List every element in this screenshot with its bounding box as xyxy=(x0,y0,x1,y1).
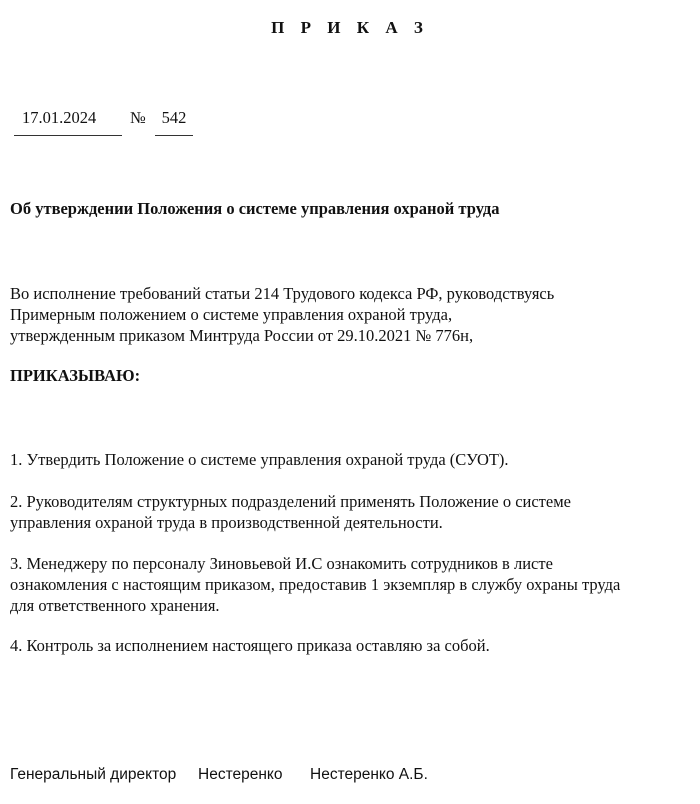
document-subject: Об утверждении Положения о системе управления охраной труда xyxy=(10,199,500,218)
order-item-2 xyxy=(10,491,695,533)
document-title: П Р И К А З xyxy=(271,18,429,37)
intro-paragraph xyxy=(10,283,690,346)
item-line: для ответственного хранения. xyxy=(10,596,220,615)
item-line: 3. Менеджеру по персоналу Зиновьевой И.С ознакомить сотрудников в листе xyxy=(10,554,553,573)
intro-line: Примерным положением о системе управления охраной труда, xyxy=(10,305,453,324)
signer-signature: Нестеренко xyxy=(198,766,283,783)
number-sign: № xyxy=(130,108,146,127)
intro-line: Во исполнение требований статьи 214 Трудового кодекса РФ, руководствуясь xyxy=(10,284,555,303)
order-item-4 xyxy=(10,635,695,656)
intro-line: утвержденным приказом Минтруда России от 29.10.2021 № 776н, xyxy=(10,326,474,345)
signer-full-name: Нестеренко А.Б. xyxy=(310,766,428,783)
order-item-1 xyxy=(10,449,695,470)
order-item-3 xyxy=(10,553,695,616)
item-line: 4. Контроль за исполнением настоящего приказа оставляю за собой. xyxy=(10,636,490,655)
item-line: 1. Утвердить Положение о системе управления охраной труда (СУОТ). xyxy=(10,450,509,469)
item-line: ознакомления с настоящим приказом, предоставив 1 экземпляр в службу охраны труда xyxy=(10,575,621,594)
document-number: 542 xyxy=(155,108,193,136)
signer-position: Генеральный директор xyxy=(10,766,177,783)
order-heading: ПРИКАЗЫВАЮ: xyxy=(10,366,141,385)
item-line: управления охраной труда в производственной деятельности. xyxy=(10,513,443,532)
document-date: 17.01.2024 xyxy=(14,108,122,136)
item-line: 2. Руководителям структурных подразделений применять Положение о системе xyxy=(10,492,571,511)
